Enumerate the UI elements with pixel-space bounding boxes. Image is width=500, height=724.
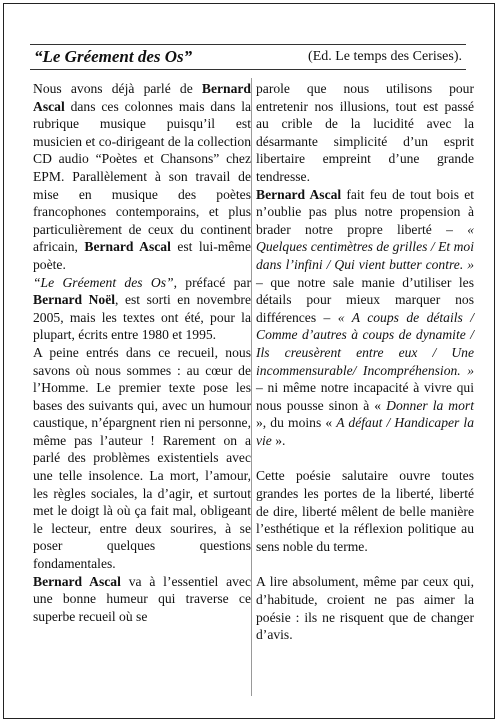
paragraph-gap: [256, 555, 474, 573]
author-name: Bernard Ascal: [256, 186, 342, 202]
article-header: [30, 44, 466, 70]
paragraph-publication: “Le Gréement des Os”, préfacé par Bernard Noël, est sorti en novembre 2005, mais les textes ont été, pour la plupart, écrits entre 1980 et 1995.: [33, 274, 251, 343]
left-column: [33, 80, 251, 625]
paragraph-gap: [256, 449, 474, 467]
paragraph-essential: Bernard Ascal va à l’essentiel avec une bonne humeur qui traverse ce superbe recueil où se: [33, 573, 252, 624]
quote: Donner la mort: [386, 397, 474, 413]
paragraph-quotes: Bernard Ascal fait feu de tout bois et n’oublie pas plus notre propension à brader notre propre liberté – « Quelques centimètres de grilles / Et moi dans l’infini / Qui vient butter contre. » – que notre sale manie d’utiliser les détails pour mieux marquer nos différences – « A coups de détails / Comme d’autres à coups de dynamite / Ils creusèrent entre eux / Une incommensurable/ Incompréhension. » – ni même notre incapacité à vivre qui nous pousse sinon à « Donner la mort », du moins « A défaut / Handicaper la vie ».: [256, 186, 475, 448]
book-title-inline: “Le Gréement des Os”: [33, 274, 174, 290]
paragraph-recommendation: A lire absolument, même par ceux qui, d’habitude, croient ne pas aimer la poésie : ils ne risquent que de changer d’avis.: [256, 574, 474, 643]
quote: « A coups de détails / Comme d’autres à coups de dynamite / Ils creusèrent entre eux / Une incommensurable/ Incompréhension. »: [256, 309, 475, 378]
author-name: Bernard Ascal: [84, 239, 171, 255]
preface-author: Bernard Noël: [33, 292, 116, 308]
paragraph-salutary: Cette poésie salutaire ouvre toutes grandes les portes de la liberté, liberté de dire, liberté mêlent de belle manière l’esthétique et la réflexion politique au sens noble du terme.: [256, 468, 474, 554]
right-column: [256, 80, 474, 644]
quote: « Quelques centimètres de grilles / Et moi dans l’infini / Qui vient butter contre. »: [256, 221, 474, 272]
author-name: Bernard Ascal: [33, 81, 251, 114]
column-divider: [251, 78, 252, 696]
paragraph-themes: A peine entrés dans ce recueil, nous savons où nous sommes : au cœur de l’Homme. Le premier texte pose les bases des suivants qui, avec un humour caustique, n’épargnent rien ni personne, même pas l’auteur ! Rarement on a parlé des problèmes existentiels avec une telle insolence. La mort, l’amour, les règles sociales, la d’agir, et surtout met le doigt là où ça fait mal, obligeant le lecteur, entre deux sourires, à se poser quelques questions fondamentales.: [33, 344, 251, 572]
author-name: Bernard Ascal: [33, 573, 121, 589]
book-title: “Le Gréement des Os”: [34, 47, 193, 66]
publisher-note: (Ed. Le temps des Cerises).: [308, 49, 462, 64]
paragraph-intro: Nous avons déjà parlé de Bernard Ascal dans ces colonnes mais dans la rubrique musique puisqu’il est musicien et co-dirigeant de la collection CD audio “Poètes et Chansons” chez EPM. Parallèlement à son travail de mise en musique des poètes francophones contemporains, et plus particulièrement de ceux du continent africain, Bernard Ascal est lui-même poète.: [33, 81, 251, 272]
paragraph-lucidity: parole que nous utilisons pour entretenir nos illusions, tout est passé au crible de la lucidité avec la désarmante simplicité d’un esprit libertaire empreint d’une grande tendresse.: [256, 81, 474, 184]
quote: A défaut / Handicaper la vie: [256, 415, 474, 448]
